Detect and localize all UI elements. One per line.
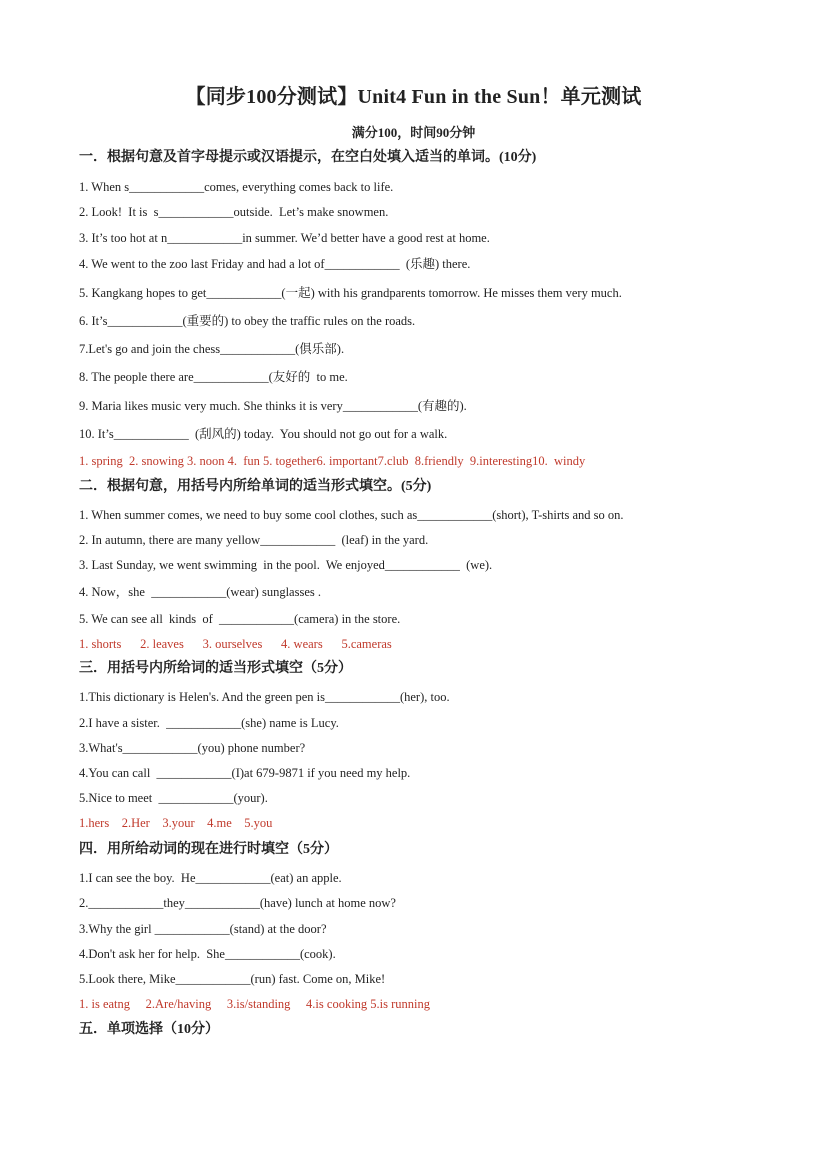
section-1-heading: 一．根据句意及首字母提示或汉语提示，在空白处填入适当的单词。(10分) bbox=[79, 150, 537, 165]
question-line: 4. We went to the zoo last Friday and had a lot of____________ (乐趣) there. bbox=[79, 257, 471, 271]
answer-key: 1.hers 2.Her 3.your 4.me 5.you bbox=[79, 816, 273, 830]
question-line: 1. When s____________comes, everything comes back to life. bbox=[79, 180, 394, 194]
question-line: 2.I have a sister. ____________(she) name is Lucy. bbox=[79, 716, 339, 730]
question-line: 2. In autumn, there are many yellow____________ (leaf) in the yard. bbox=[79, 533, 429, 547]
question-line: 5. Kangkang hopes to get____________(一起) with his grandparents tomorrow. He misses them very much. bbox=[79, 286, 622, 300]
question-line: 1. When summer comes, we need to buy some cool clothes, such as____________(short), T-shirts and so on. bbox=[79, 508, 624, 522]
section-4-heading: 四．用所给动词的现在进行时填空（5分） bbox=[79, 842, 338, 857]
question-line: 4.You can call ____________(I)at 679-9871 if you need my help. bbox=[79, 766, 411, 780]
question-line: 5.Nice to meet ____________(your). bbox=[79, 791, 268, 805]
answer-key: 1. spring 2. snowing 3. noon 4. fun 5. together6. important7.club 8.friendly 9.interesting10. windy bbox=[79, 454, 586, 468]
question-line: 10. It’s____________ (刮风的) today. You should not go out for a walk. bbox=[79, 427, 448, 441]
question-line: 2.____________they____________(have) lunch at home now? bbox=[79, 896, 396, 910]
question-line: 7.Let's go and join the chess____________(俱乐部). bbox=[79, 342, 345, 356]
section-2-heading: 二．根据句意，用括号内所给单词的适当形式填空。(5分) bbox=[79, 479, 432, 494]
question-line: 1.I can see the boy. He____________(eat) an apple. bbox=[79, 871, 342, 885]
question-line: 5. We can see all kinds of ____________(camera) in the store. bbox=[79, 612, 401, 626]
question-line: 9. Maria likes music very much. She thinks it is very____________(有趣的). bbox=[79, 399, 467, 413]
question-line: 4. Now，she ____________(wear) sunglasses . bbox=[79, 585, 321, 599]
question-line: 6. It’s____________(重要的) to obey the traffic rules on the roads. bbox=[79, 314, 416, 328]
question-line: 5.Look there, Mike____________(run) fast. Come on, Mike! bbox=[79, 972, 386, 986]
question-line: 3.What's____________(you) phone number? bbox=[79, 741, 306, 755]
section-3-heading: 三．用括号内所给词的适当形式填空（5分） bbox=[79, 661, 352, 676]
answer-key: 1. shorts 2. leaves 3. ourselves 4. wears 5.cameras bbox=[79, 637, 392, 651]
question-line: 4.Don't ask her for help. She____________(cook). bbox=[79, 947, 336, 961]
question-line: 2. Look! It is s____________outside. Let’s make snowmen. bbox=[79, 205, 389, 219]
question-line: 3.Why the girl ____________(stand) at the door? bbox=[79, 922, 327, 936]
question-line: 1.This dictionary is Helen's. And the green pen is____________(her), too. bbox=[79, 690, 450, 704]
question-line: 3. It’s too hot at n____________in summer. We’d better have a good rest at home. bbox=[79, 231, 490, 245]
document-subtitle: 满分100，时间90分钟 bbox=[351, 125, 476, 140]
section-5-heading: 五．单项选择（10分） bbox=[79, 1022, 219, 1037]
answer-key: 1. is eatng 2.Are/having 3.is/standing 4.is cooking 5.is running bbox=[79, 997, 431, 1011]
question-line: 8. The people there are____________(友好的 to me. bbox=[79, 370, 348, 384]
question-line: 3. Last Sunday, we went swimming in the pool. We enjoyed____________ (we). bbox=[79, 558, 493, 572]
document-title: 【同步100分测试】Unit4 Fun in the Sun！单元测试 bbox=[185, 86, 642, 108]
